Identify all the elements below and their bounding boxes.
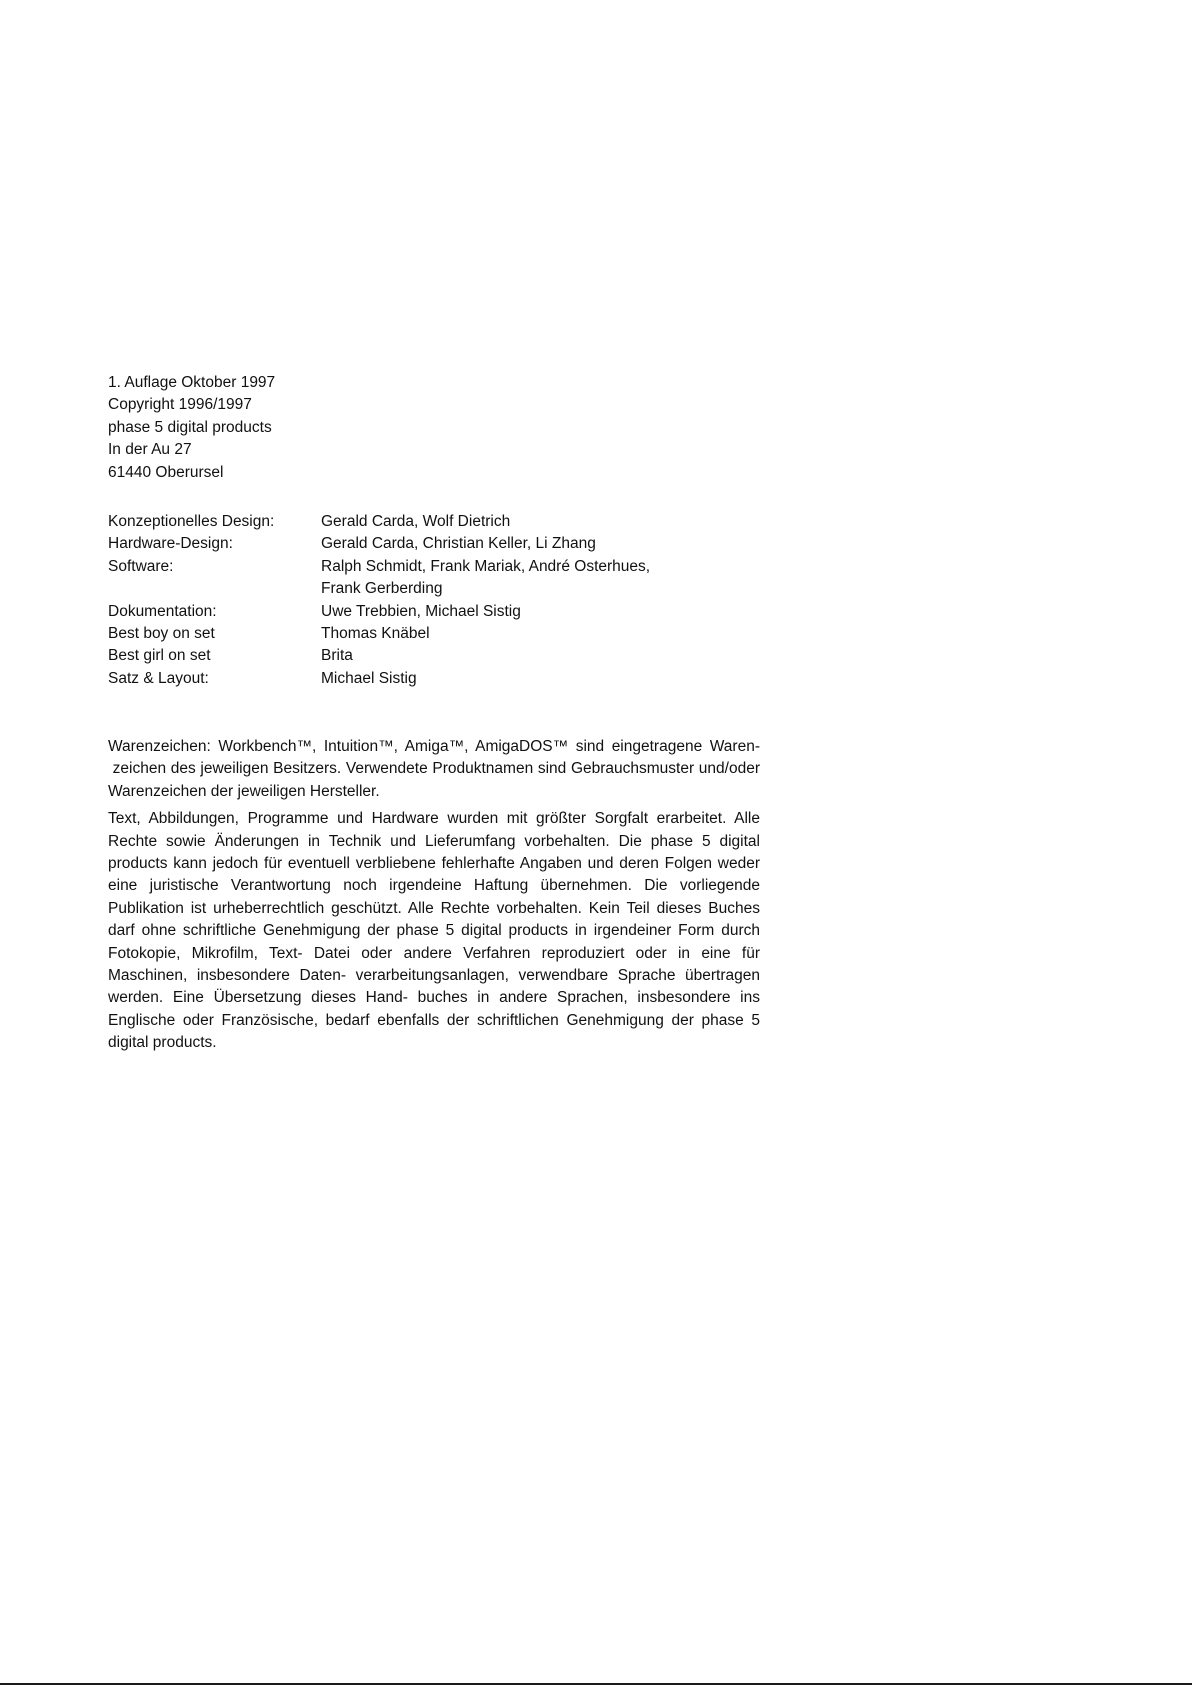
- credit-row: [108, 623, 768, 645]
- credits-table: [108, 511, 768, 690]
- credit-names: [321, 645, 768, 667]
- credit-names: [321, 668, 768, 690]
- imprint-block: [108, 372, 508, 484]
- credit-name-line: Uwe Trebbien, Michael Sistig: [321, 602, 521, 620]
- credit-role: Dokumentation:: [108, 602, 217, 620]
- credit-row: [108, 601, 768, 623]
- credit-role: Best boy on set: [108, 625, 215, 642]
- credit-row: [108, 645, 768, 667]
- credit-row: [108, 511, 768, 533]
- credit-names: [321, 601, 768, 623]
- credit-name-line: Michael Sistig: [321, 669, 417, 687]
- publisher-street: In der Au 27: [108, 441, 192, 459]
- copyright-paragraph: Text, Abbildungen, Programme und Hardware wurden mit größter Sorgfalt erarbeitet. Alle Rechte sowie Änderungen in Technik und Lieferumfang vorbehalten. Die phase 5 digital products kann jedoch für eventuell verbliebene fehlerhafte Angaben und deren Folgen weder eine juristische Verantwortung noch irgendeine Haftung übernehmen. Die vorliegende Publikation ist urheberrechtlich geschützt. Alle Rechte vorbehalten. Kein Teil dieses Buches darf ohne schriftliche Genehmigung der phase 5 digital products in irgendeiner Form durch Fotokopie, Mikrofilm, Text- Datei oder andere Verfahren reproduziert oder in eine für Maschinen, insbesondere Daten- verarbeitungsanlagen, verwendbare Sprache übertragen werden. Eine Übersetzung dieses Hand- buches in andere Sprachen, insbesondere ins Englische oder Französische, bedarf ebenfalls der schriftlichen Genehmigung der phase 5 digital products.: [108, 810, 760, 1052]
- credit-role: Software:: [108, 557, 174, 575]
- trademark-paragraph: Warenzeichen: Workbench™, Intuition™, Amiga™, AmigaDOS™ sind eingetragene Waren- zeichen des jeweiligen Besitzers. Verwendete Produktnamen sind Gebrauchsmuster und/oder Warenzeichen der jeweiligen Hersteller.: [108, 738, 760, 800]
- credit-row: [108, 668, 768, 690]
- credit-name-line: Thomas Knäbel: [321, 625, 430, 642]
- edition-line: 1. Auflage Oktober 1997: [108, 374, 276, 391]
- credit-role: Best girl on set: [108, 647, 211, 665]
- credit-role: Konzeptionelles Design:: [108, 513, 275, 530]
- credit-name-line: Gerald Carda, Christian Keller, Li Zhang: [321, 535, 596, 553]
- credit-row: [108, 533, 768, 555]
- legal-notice: [108, 736, 760, 1055]
- credit-role: Hardware-Design:: [108, 535, 233, 553]
- publisher-name: phase 5 digital products: [108, 418, 272, 436]
- credit-names: [321, 623, 768, 645]
- credit-names: [321, 511, 768, 533]
- publisher-city: 61440 Oberursel: [108, 463, 224, 481]
- credit-role: Satz & Layout:: [108, 669, 209, 687]
- copyright-line: Copyright 1996/1997: [108, 396, 252, 414]
- credit-name-line: Ralph Schmidt, Frank Mariak, André Osterhues,: [321, 557, 651, 575]
- credit-names: [321, 533, 768, 555]
- credit-row: [108, 556, 768, 601]
- credit-name-line: Gerald Carda, Wolf Dietrich: [321, 513, 511, 530]
- credit-names: [321, 556, 768, 601]
- credit-name-line: Frank Gerberding: [321, 580, 443, 598]
- credit-name-line: Brita: [321, 647, 353, 665]
